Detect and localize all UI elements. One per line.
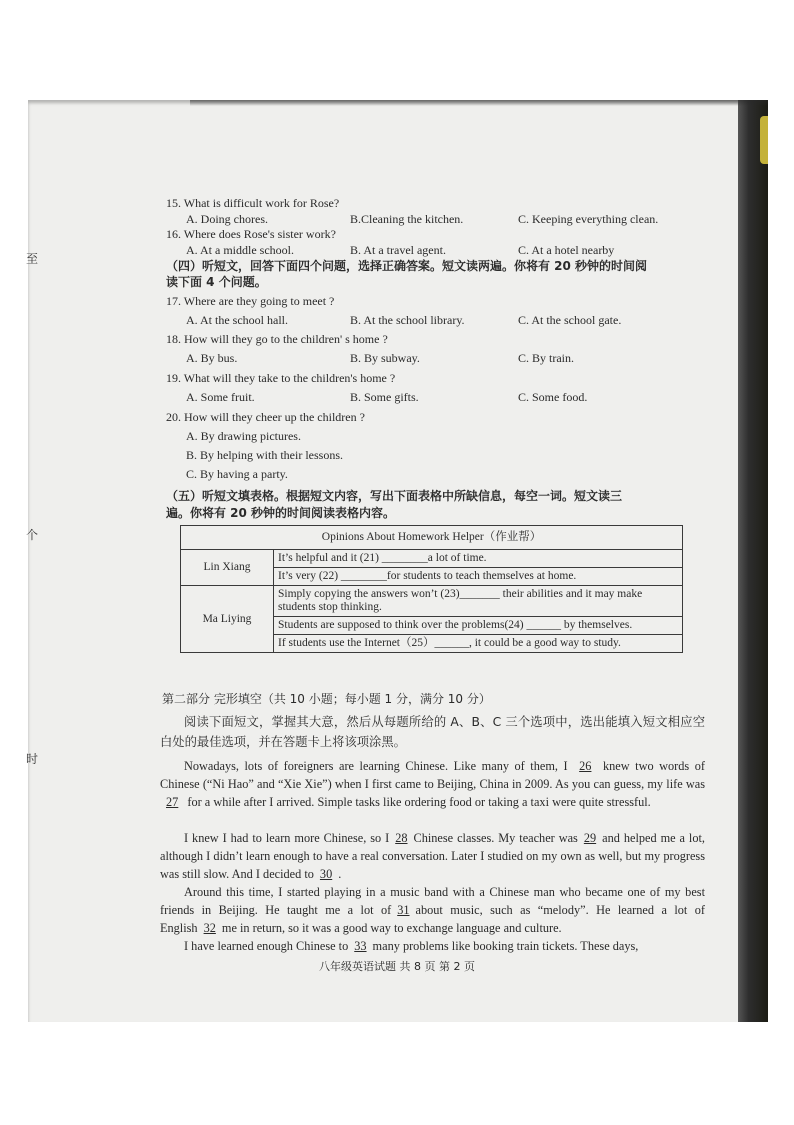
paper-top-shadow xyxy=(190,100,768,106)
table-title: Opinions About Homework Helper（作业帮） xyxy=(181,526,683,550)
passage-paragraph-3: Around this time, I started playing in a music band with a Chinese man who became one of my best friends in Beijing. He taught me a lot of 31 about music, such as “melody”. He learned a lot of English 32 me in return, so it was a good way to exchange language and culture. xyxy=(160,885,706,935)
q20-option-b: B. By helping with their lessons. xyxy=(186,448,343,462)
table-row: Simply copying the answers won’t (23)_______ their abilities and it may make students stop thinking. xyxy=(274,586,683,617)
passage-paragraph-4: I have learned enough Chinese to 33 many problems like booking train tickets. These days, xyxy=(184,939,639,953)
q15-option-c: C. Keeping everything clean. xyxy=(518,212,659,226)
question-16: 16. Where does Rose's sister work? xyxy=(166,227,336,241)
table-row: It’s very (22) ________for students to teach themselves at home. xyxy=(274,568,683,586)
question-18: 18. How will they go to the children' s home ? xyxy=(166,332,388,346)
blank-31: 31 xyxy=(397,903,410,917)
page-footer: 八年级英语试题 共 8 页 第 2 页 xyxy=(319,960,475,973)
passage-paragraph-2: I knew I had to learn more Chinese, so I 28 Chinese classes. My teacher was 29 and helped me a lot, although I didn’t learn enough to have a real conversation. Later I studied on my own as well, but my progress was still slow. And I decided to 30 . xyxy=(160,831,705,881)
table-row: It’s helpful and it (21) ________a lot of time. xyxy=(274,550,683,568)
passage-paragraph-1: Nowadays, lots of foreigners are learning Chinese. Like many of them, I 26 knew two words of Chinese (“Ni Hao” and “Xie Xie”) when I first came to Beijing, China in 2009. As you can guess, my life was 27 for a while after I arrived. Simple tasks like ordering food or taking a taxi were quite stressful. xyxy=(160,759,705,809)
section-5-instruction: （五）听短文填表格。根据短文内容，写出下面表格中所缺信息，每空一词。短文读三 xyxy=(166,489,623,503)
blank-32: 32 xyxy=(203,921,216,935)
blank-33: 33 xyxy=(354,939,367,953)
binding-margin-char: 个 xyxy=(26,528,39,542)
part-2-instruction: 阅读下面短文，掌握其大意，然后从每题所给的 A、B、C 三个选项中，选出能填入短文相应空白处的最佳选项，并在答题卡上将该项涂黑。 xyxy=(160,715,705,749)
q18-option-a: A. By bus. xyxy=(186,351,238,365)
q16-option-b: B. At a travel agent. xyxy=(350,243,446,257)
scan-edge-glint xyxy=(760,116,768,164)
q17-option-b: B. At the school library. xyxy=(350,313,465,327)
blank-26: 26 xyxy=(579,759,592,773)
blank-29: 29 xyxy=(583,831,597,845)
scan-edge-shadow xyxy=(738,100,768,1022)
person-ma-liying: Ma Liying xyxy=(181,586,274,653)
opinions-table xyxy=(180,525,683,653)
question-17: 17. Where are they going to meet ? xyxy=(166,294,335,308)
person-lin-xiang: Lin Xiang xyxy=(181,550,274,586)
blank-27: 27 xyxy=(166,795,179,809)
binding-margin-char: 时 xyxy=(26,752,39,766)
question-15: 15. What is difficult work for Rose? xyxy=(166,196,340,210)
section-4-instruction-cont: 读下面 4 个问题。 xyxy=(166,275,267,289)
q18-option-c: C. By train. xyxy=(518,351,574,365)
q16-option-a: A. At a middle school. xyxy=(186,243,294,257)
table-row: If students use the Internet（25）______, it could be a good way to study. xyxy=(274,635,683,653)
section-5-instruction-cont: 遍。你将有 20 秒钟的时间阅读表格内容。 xyxy=(166,506,396,520)
table-row: Students are supposed to think over the problems(24) ______ by themselves. xyxy=(274,617,683,635)
blank-28: 28 xyxy=(395,831,408,845)
q15-option-a: A. Doing chores. xyxy=(186,212,268,226)
part-2-heading: 第二部分 完形填空（共 10 小题；每小题 1 分，满分 10 分） xyxy=(162,692,491,706)
q18-option-b: B. By subway. xyxy=(350,351,420,365)
blank-30: 30 xyxy=(319,867,333,881)
section-4-instruction: （四）听短文，回答下面四个问题，选择正确答案。短文读两遍。你将有 20 秒钟的时间阅 xyxy=(166,259,648,273)
q17-option-c: C. At the school gate. xyxy=(518,313,622,327)
q20-option-c: C. By having a party. xyxy=(186,467,288,481)
q19-option-a: A. Some fruit. xyxy=(186,390,255,404)
binding-margin-char: 至 xyxy=(26,252,39,266)
q19-option-b: B. Some gifts. xyxy=(350,390,419,404)
question-20: 20. How will they cheer up the children ? xyxy=(166,410,365,424)
question-19: 19. What will they take to the children's home ? xyxy=(166,371,396,385)
q15-option-b: B.Cleaning the kitchen. xyxy=(350,212,464,226)
q16-option-c: C. At a hotel nearby xyxy=(518,243,615,257)
q17-option-a: A. At the school hall. xyxy=(186,313,288,327)
q19-option-c: C. Some food. xyxy=(518,390,588,404)
q20-option-a: A. By drawing pictures. xyxy=(186,429,301,443)
